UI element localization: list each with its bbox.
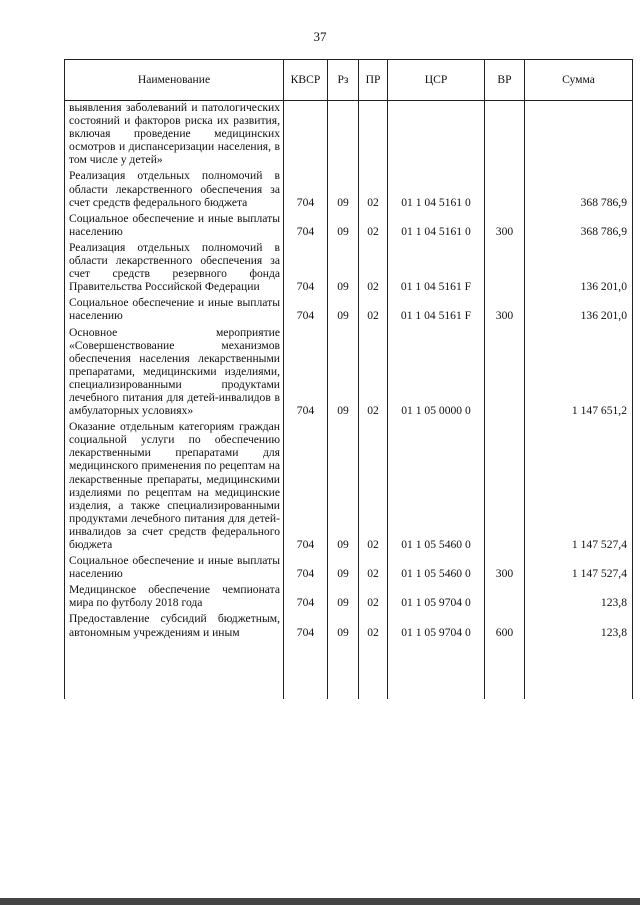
header-rz: Рз — [328, 60, 359, 101]
cell-vr: 300 — [485, 209, 525, 238]
cell-kvsr: 704 — [284, 238, 328, 293]
cell-pr: 02 — [359, 580, 388, 609]
cell-csr: 01 1 04 5161 F — [388, 293, 485, 322]
cell-name: Реализация отдельных полномочий в области лекарственного обеспечения за счет средств резервного фонда Правительства Российской Федерации — [65, 238, 284, 293]
cell-sum: 1 147 651,2 — [525, 323, 633, 418]
cell-kvsr: 704 — [284, 209, 328, 238]
cell-csr: 01 1 04 5161 F — [388, 238, 485, 293]
budget-table — [64, 59, 633, 699]
table-row — [65, 293, 633, 322]
cell-rz: 09 — [328, 238, 359, 293]
cell-vr — [485, 238, 525, 293]
cell-pr: 02 — [359, 417, 388, 551]
table-row — [65, 580, 633, 609]
cell-sum: 123,8 — [525, 609, 633, 638]
cell-pr: 02 — [359, 166, 388, 208]
table-row — [65, 417, 633, 551]
cell-name: Основное мероприятие «Совершенствование механизмов обеспечения населения лекарственными препаратами, медицинскими изделиями, специализированными продуктами лечебного питания для детей-инвалидов в амбулаторных условиях» — [65, 323, 284, 418]
cell-rz: 09 — [328, 209, 359, 238]
table-row — [65, 209, 633, 238]
cell-name: Социальное обеспечение и иные выплаты населению — [65, 551, 284, 580]
header-kvsr: КВСР — [284, 60, 328, 101]
cell-vr: 600 — [485, 609, 525, 638]
cell-rz: 09 — [328, 609, 359, 638]
cell-kvsr: 704 — [284, 609, 328, 638]
cell-vr: 300 — [485, 293, 525, 322]
cell-name: Предоставление субсидий бюджетным, автономным учреждениям и иным — [65, 609, 284, 638]
cell-csr: 01 1 05 5460 0 — [388, 551, 485, 580]
cell-csr — [388, 101, 485, 167]
cell-kvsr: 704 — [284, 166, 328, 208]
table-row — [65, 101, 633, 167]
cell-csr: 01 1 05 9704 0 — [388, 580, 485, 609]
cell-kvsr: 704 — [284, 580, 328, 609]
cell-kvsr: 704 — [284, 293, 328, 322]
cell-sum — [525, 101, 633, 167]
table-filler-row — [65, 639, 633, 699]
cell-sum: 123,8 — [525, 580, 633, 609]
table-row — [65, 609, 633, 638]
cell-sum: 1 147 527,4 — [525, 551, 633, 580]
cell-name: Оказание отдельным категориям граждан социальной услуги по обеспечению лекарственными препаратами для медицинского применения по рецептам на лекарственные препараты, медицинскими изделиями по рецептам на медицинские изделия, а также специализированными продуктами лечебного питания для детей-инвалидов за счет средств федерального бюджета — [65, 417, 284, 551]
cell-pr: 02 — [359, 238, 388, 293]
cell-pr: 02 — [359, 323, 388, 418]
cell-csr: 01 1 05 5460 0 — [388, 417, 485, 551]
cell-sum: 368 786,9 — [525, 166, 633, 208]
cell-vr — [485, 166, 525, 208]
cell-name: Реализация отдельных полномочий в области лекарственного обеспечения за счет средств федерального бюджета — [65, 166, 284, 208]
cell-kvsr — [284, 101, 328, 167]
cell-rz — [328, 101, 359, 167]
header-sum: Сумма — [525, 60, 633, 101]
cell-rz: 09 — [328, 580, 359, 609]
cell-vr — [485, 580, 525, 609]
table-row — [65, 238, 633, 293]
table-header-row — [65, 60, 633, 101]
cell-csr: 01 1 04 5161 0 — [388, 209, 485, 238]
cell-rz: 09 — [328, 551, 359, 580]
cell-pr — [359, 101, 388, 167]
cell-name: выявления заболеваний и патологических состояний и факторов риска их развития, включая проведение медицинских осмотров и диспансеризации населения, в том числе у детей» — [65, 101, 284, 167]
table-row — [65, 166, 633, 208]
header-name: Наименование — [65, 60, 284, 101]
cell-rz: 09 — [328, 323, 359, 418]
cell-kvsr: 704 — [284, 551, 328, 580]
cell-vr — [485, 417, 525, 551]
table-row — [65, 323, 633, 418]
cell-csr: 01 1 05 9704 0 — [388, 609, 485, 638]
cell-sum: 368 786,9 — [525, 209, 633, 238]
cell-name: Медицинское обеспечение чемпионата мира по футболу 2018 года — [65, 580, 284, 609]
cell-csr: 01 1 04 5161 0 — [388, 166, 485, 208]
cell-rz: 09 — [328, 166, 359, 208]
cell-sum: 136 201,0 — [525, 293, 633, 322]
cell-rz: 09 — [328, 293, 359, 322]
header-csr: ЦСР — [388, 60, 485, 101]
cell-kvsr: 704 — [284, 323, 328, 418]
cell-sum: 1 147 527,4 — [525, 417, 633, 551]
cell-rz: 09 — [328, 417, 359, 551]
table-row — [65, 551, 633, 580]
cell-pr: 02 — [359, 609, 388, 638]
cell-vr — [485, 101, 525, 167]
cell-name: Социальное обеспечение и иные выплаты населению — [65, 293, 284, 322]
cell-pr: 02 — [359, 209, 388, 238]
page-number: 37 — [313, 29, 327, 44]
scan-edge-bar — [0, 898, 640, 905]
cell-sum: 136 201,0 — [525, 238, 633, 293]
cell-vr — [485, 323, 525, 418]
header-pr: ПР — [359, 60, 388, 101]
cell-pr: 02 — [359, 293, 388, 322]
cell-name: Социальное обеспечение и иные выплаты населению — [65, 209, 284, 238]
cell-pr: 02 — [359, 551, 388, 580]
header-vr: ВР — [485, 60, 525, 101]
cell-csr: 01 1 05 0000 0 — [388, 323, 485, 418]
cell-vr: 300 — [485, 551, 525, 580]
cell-kvsr: 704 — [284, 417, 328, 551]
